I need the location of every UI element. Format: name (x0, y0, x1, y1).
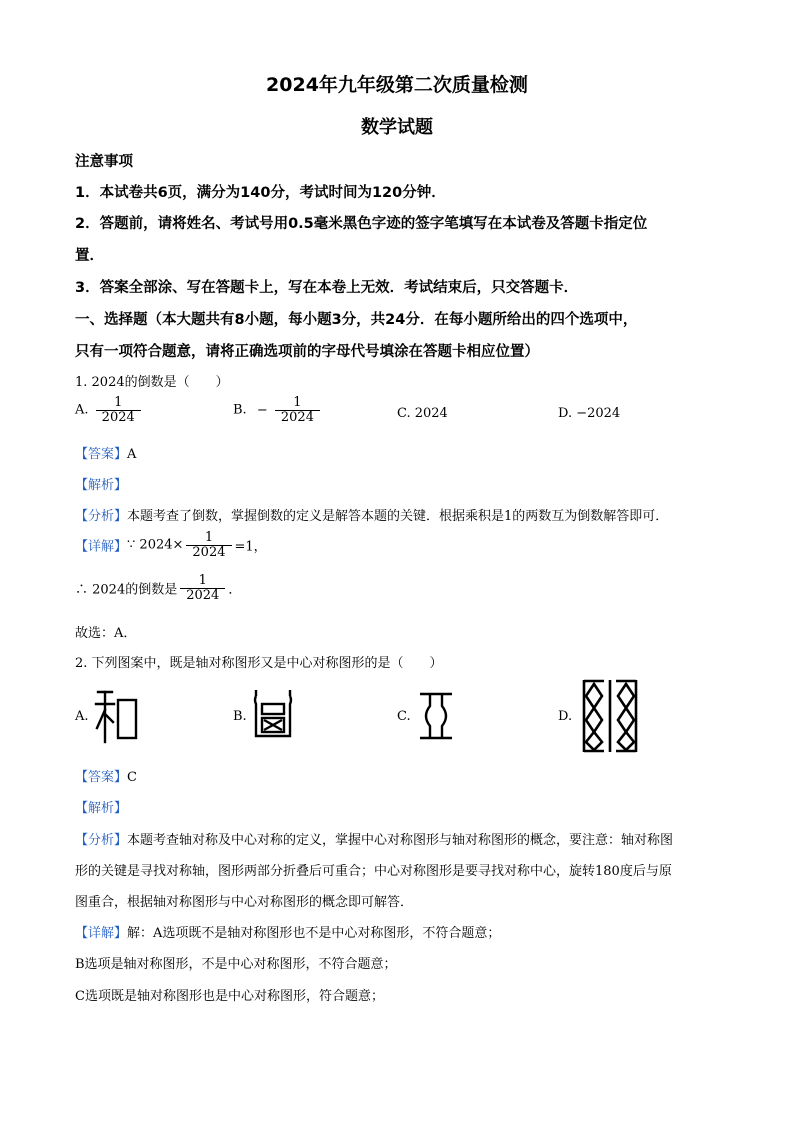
q2-option-b-label: B. (233, 709, 247, 724)
notice-item-2: 2．答题前，请将姓名、考试号用0.5毫米黑色字迹的签字笔填写在本试卷及答题卡指定位 (75, 216, 648, 232)
q2-fenxi-line1 (75, 829, 673, 848)
option-a-pattern (94, 688, 140, 744)
q2-option-b-explanation: B选项是轴对称图形，不是中心对称图形，不符合题意； (75, 957, 397, 972)
fenxi-text: 本题考查了倒数，掌握倒数的定义是解答本题的关键．根据乘积是1的两数互为倒数解答即可． (127, 509, 669, 524)
q1-stem: 1. 2024的倒数是（ ） (75, 375, 229, 390)
answer-value: C (127, 770, 137, 785)
fraction-numerator: 1 (180, 574, 225, 589)
notice-item-3: 3．答案全部涂、写在答题卡上，写在本卷上无效．考试结束后，只交答题卡． (75, 280, 579, 296)
fraction-denominator: 2024 (280, 409, 314, 425)
fenxi-tag: 【分析】 (75, 833, 128, 848)
q1-option-a (75, 396, 144, 424)
q1-xiangjie-step2 (75, 574, 241, 602)
option-c-pattern (416, 692, 456, 742)
fraction-denominator: 2024 (192, 544, 226, 560)
xiangjie-text: 解：A选项既不是轴对称图形也不是中心对称图形，不符合题意； (127, 926, 501, 941)
exam-subtitle: 数学试题 (361, 117, 433, 138)
minus-sign: − (256, 402, 268, 418)
step2-fraction (180, 574, 225, 602)
q2-answer-line (75, 766, 137, 785)
q2-fenxi-line2: 形的关键是寻找对称轴，图形两部分折叠后可重合；中心对称图形是要寻找对称中心，旋转180度后与原 (75, 864, 672, 879)
q2-xiangjie-line1 (75, 922, 500, 941)
xiangjie-tag: 【详解】 (75, 539, 128, 555)
fraction-numerator: 1 (96, 396, 141, 411)
step1-suffix: =1， (234, 539, 267, 555)
xiangjie-tag: 【详解】 (75, 926, 128, 941)
section-heading-line1: 一、选择题（本大题共有8小题，每小题3分，共24分．在每小题所给出的四个选项中， (75, 312, 638, 328)
option-b-pattern (252, 688, 294, 744)
step2-suffix: ． (228, 582, 242, 598)
q1-option-c: C. 2024 (397, 406, 448, 421)
q1-analysis-tag: 【解析】 (75, 478, 128, 493)
q1-conclusion: 故选：A． (75, 626, 137, 641)
q1-option-d: D. −2024 (558, 406, 621, 421)
fraction-denominator: 2024 (101, 409, 135, 425)
exam-title: 2024年九年级第二次质量检测 (266, 74, 528, 96)
notice-heading: 注意事项 (75, 154, 133, 170)
option-a-fraction (96, 396, 141, 424)
q1-option-b (233, 396, 323, 424)
step1-fraction (186, 531, 231, 559)
answer-value: A (127, 447, 137, 462)
fraction-numerator: 1 (186, 531, 231, 546)
option-a-label: A. (75, 402, 89, 418)
notice-item-2-cont: 置． (75, 248, 104, 264)
answer-tag: 【答案】 (75, 770, 128, 785)
q1-fenxi (75, 505, 668, 524)
notice-item-1: 1．本试卷共6页，满分为140分，考试时间为120分钟． (75, 185, 446, 201)
step2-prefix: ∴ 2024的倒数是 (75, 582, 178, 598)
fenxi-text: 本题考查轴对称及中心对称的定义，掌握中心对称图形与轴对称图形的概念，要注意：轴对称图 (127, 833, 674, 848)
option-b-label: B. (233, 402, 247, 418)
q2-option-a-label: A. (75, 709, 89, 724)
q2-option-c-label: C. (397, 709, 411, 724)
q1-xiangjie-step1 (75, 531, 267, 559)
q2-option-d-label: D. (558, 709, 573, 724)
step1-prefix: ∵ 2024× (127, 537, 184, 553)
answer-tag: 【答案】 (75, 447, 128, 462)
fraction-denominator: 2024 (186, 587, 220, 603)
fraction-numerator: 1 (275, 396, 320, 411)
q2-fenxi-line3: 图重合，根据轴对称图形与中心对称图形的概念即可解答． (75, 895, 414, 910)
option-d-pattern (580, 678, 640, 754)
q2-analysis-tag: 【解析】 (75, 801, 128, 816)
q1-answer-line (75, 443, 136, 462)
option-b-fraction (275, 396, 320, 424)
fenxi-tag: 【分析】 (75, 509, 128, 524)
q2-stem: 2. 下列图案中，既是轴对称图形又是中心对称图形的是（ ） (75, 656, 443, 671)
q2-option-c-explanation: C选项既是轴对称图形也是中心对称图形，符合题意； (75, 989, 384, 1004)
section-heading-line2: 只有一项符合题意，请将正确选项前的字母代号填涂在答题卡相应位置） (75, 344, 539, 360)
